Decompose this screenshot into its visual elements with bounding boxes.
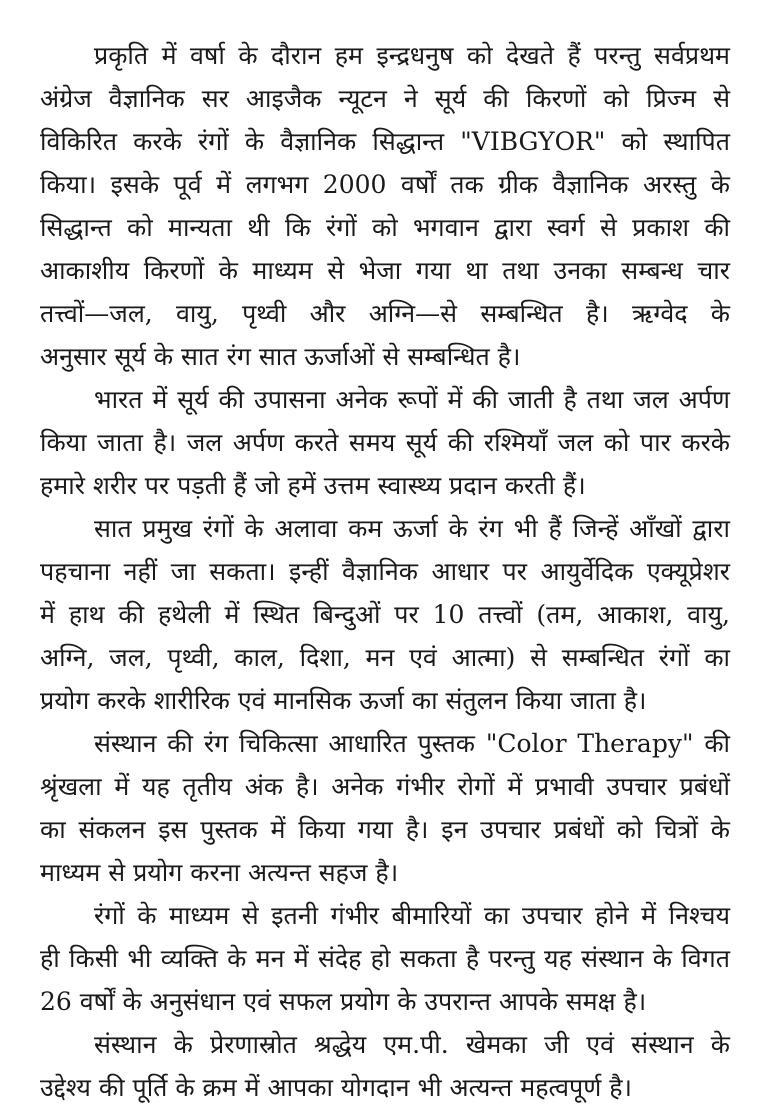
paragraph-line: अनुसार सूर्य के सात रंग सात ऊर्जाओं से सम्बन्धित है। bbox=[40, 342, 521, 371]
paragraph-line: अग्नि, जल, पृथ्वी, काल, दिशा, मन एवं आत्मा) से सम्बन्धित रंगों का bbox=[40, 643, 730, 672]
paragraph-line: संस्थान की रंग चिकित्सा आधारित पुस्तक "Color Therapy" की bbox=[94, 729, 730, 758]
paragraph-line: संस्थान के प्रेरणास्रोत श्रद्धेय एम.पी. खेमका जी एवं संस्थान के bbox=[94, 1030, 730, 1059]
paragraph-line: 26 वर्षों के अनुसंधान एवं सफल प्रयोग के उपरान्त आपके समक्ष है। bbox=[40, 987, 647, 1016]
paragraph-2 bbox=[40, 378, 730, 507]
paragraph-line: विकिरित करके रंगों के वैज्ञानिक सिद्धान्त "VIBGYOR" को स्थापित bbox=[40, 127, 730, 156]
paragraph-line: रंगों के माध्यम से इतनी गंभीर बीमारियों का उपचार होने में निश्चय bbox=[94, 901, 730, 930]
paragraph-line: उद्देश्य की पूर्ति के क्रम में आपका योगदान भी अत्यन्त महत्वपूर्ण है। bbox=[40, 1073, 632, 1102]
paragraph-line: माध्यम से प्रयोग करना अत्यन्त सहज है। bbox=[40, 858, 399, 887]
paragraph-line: सिद्धान्त को मान्यता थी कि रंगों को भगवान द्वारा स्वर्ग से प्रकाश की bbox=[40, 213, 730, 242]
paragraph-line: पहचाना नहीं जा सकता। इन्हीं वैज्ञानिक आधार पर आयुर्वेदिक एक्यूप्रेशर bbox=[40, 557, 730, 586]
paragraph-1 bbox=[40, 34, 730, 378]
paragraph-line: प्रकृति में वर्षा के दौरान हम इन्द्रधनुष को देखते हैं परन्तु सर्वप्रथम bbox=[94, 41, 730, 70]
paragraph-line: प्रयोग करके शारीरिक एवं मानसिक ऊर्जा का संतुलन किया जाता है। bbox=[40, 686, 647, 715]
paragraph-line: का संकलन इस पुस्तक में किया गया है। इन उपचार प्रबंधों को चित्रों के bbox=[40, 815, 730, 844]
paragraph-line: श्रृंखला में यह तृतीय अंक है। अनेक गंभीर रोगों में प्रभावी उपचार प्रबंधों bbox=[40, 772, 730, 801]
document-page bbox=[40, 34, 730, 1109]
paragraph-line: तत्त्वों—जल, वायु, पृथ्वी और अग्नि—से सम्बन्धित है। ऋग्वेद के bbox=[40, 299, 730, 328]
paragraph-line: भारत में सूर्य की उपासना अनेक रूपों में की जाती है तथा जल अर्पण bbox=[94, 385, 730, 414]
paragraph-line: सात प्रमुख रंगों के अलावा कम ऊर्जा के रंग भी हैं जिन्हें आँखों द्वारा bbox=[94, 514, 730, 543]
paragraph-4 bbox=[40, 722, 730, 894]
paragraph-line: में हाथ की हथेली में स्थित बिन्दुओं पर 10 तत्त्वों (तम, आकाश, वायु, bbox=[40, 600, 730, 629]
paragraph-3 bbox=[40, 507, 730, 722]
paragraph-line: ही किसी भी व्यक्ति के मन में संदेह हो सकता है परन्तु यह संस्थान के विगत bbox=[40, 944, 730, 973]
paragraph-line: हमारे शरीर पर पड़ती हैं जो हमें उत्तम स्वास्थ्य प्रदान करती हैं। bbox=[40, 471, 586, 500]
paragraph-5 bbox=[40, 894, 730, 1023]
paragraph-line: किया जाता है। जल अर्पण करते समय सूर्य की रश्मियाँ जल को पार करके bbox=[40, 428, 730, 457]
paragraph-line: अंग्रेज वैज्ञानिक सर आइजैक न्यूटन ने सूर्य की किरणों को प्रिज्म से bbox=[40, 84, 730, 113]
paragraph-line: आकाशीय किरणों के माध्यम से भेजा गया था तथा उनका सम्बन्ध चार bbox=[40, 256, 730, 285]
paragraph-6 bbox=[40, 1023, 730, 1109]
paragraph-line: किया। इसके पूर्व में लगभग 2000 वर्षों तक ग्रीक वैज्ञानिक अरस्तु के bbox=[40, 170, 730, 199]
